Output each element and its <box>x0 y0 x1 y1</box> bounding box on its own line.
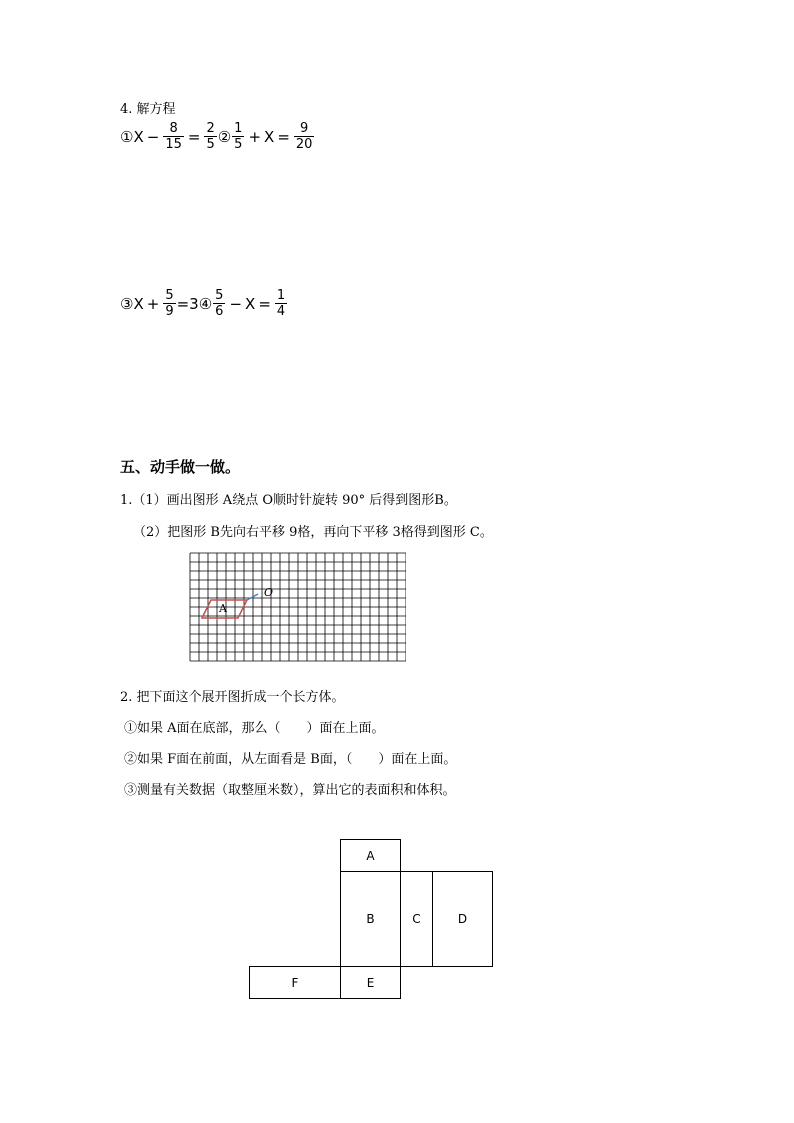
numerator: 8 <box>163 121 184 137</box>
fraction <box>163 288 175 319</box>
denominator: 9 <box>165 304 174 319</box>
net-face-c: C <box>400 871 433 967</box>
shape-a-label: A <box>219 602 227 615</box>
net-face-e: E <box>340 966 401 999</box>
point-o-label: O <box>264 586 274 599</box>
fraction <box>213 288 225 319</box>
eq-marker: ③ <box>120 294 134 313</box>
eq-rhs: 3 <box>189 294 199 313</box>
q2-line-4: ③测量有关数据（取整厘米数），算出它的表面积和体积。 <box>124 783 456 798</box>
fraction <box>294 121 315 152</box>
eq-var: X <box>133 294 144 313</box>
q2-line-1: 2. 把下面这个展开图折成一个长方体。 <box>120 690 345 705</box>
numerator: 1 <box>234 121 243 136</box>
rotation-arrow <box>247 594 258 600</box>
denominator: 5 <box>206 137 215 152</box>
denominator: 15 <box>165 137 182 152</box>
eq-op: − <box>229 294 243 313</box>
eq-equals: = <box>176 294 190 313</box>
eq-equals: = <box>187 127 201 146</box>
eq-marker: ④ <box>198 294 213 313</box>
numerator: 2 <box>206 121 215 136</box>
eq-marker: ① <box>120 127 134 146</box>
denominator: 6 <box>215 304 224 319</box>
eq-marker: ② <box>217 127 232 146</box>
numerator: 9 <box>294 121 315 137</box>
equation-1 <box>120 121 315 152</box>
net-face-d: D <box>432 871 493 967</box>
q2-line-2: ①如果 A面在底部，那么（ ）面在上面。 <box>124 721 385 736</box>
q1-line-1: 1.（1）画出图形 A绕点 O顺时针旋转 90° 后得到图形B。 <box>120 493 457 508</box>
q1-line-2: （2）把图形 B先向右平移 9格，再向下平移 3格得到图形 C。 <box>133 525 493 540</box>
net-face-a: A <box>340 839 401 872</box>
numerator: 1 <box>276 288 286 303</box>
eq-var: X <box>245 294 256 313</box>
eq-op: − <box>146 127 160 146</box>
numerator: 5 <box>165 288 174 303</box>
eq-var: X <box>264 127 275 146</box>
fraction <box>275 288 287 319</box>
q2-line-3: ②如果 F面在前面，从左面看是 B面，（ ）面在上面。 <box>124 752 457 767</box>
denominator: 20 <box>295 137 313 152</box>
eq-equals: = <box>258 294 271 313</box>
denominator: 5 <box>234 137 243 152</box>
fraction <box>204 121 216 152</box>
q4-title: 4. 解方程 <box>120 102 176 117</box>
section-heading: 五、动手做一做。 <box>120 458 241 476</box>
net-face-b: B <box>340 871 401 967</box>
denominator: 4 <box>276 304 286 319</box>
fraction <box>232 121 244 152</box>
eq-op: + <box>248 127 262 146</box>
numerator: 5 <box>215 288 224 303</box>
eq-op: + <box>146 294 160 313</box>
eq-var: X <box>133 127 144 146</box>
eq-equals: = <box>277 127 290 146</box>
fraction <box>163 121 184 152</box>
net-face-f: F <box>249 966 341 999</box>
grid-figure <box>188 551 406 663</box>
equation-3 <box>120 288 288 319</box>
